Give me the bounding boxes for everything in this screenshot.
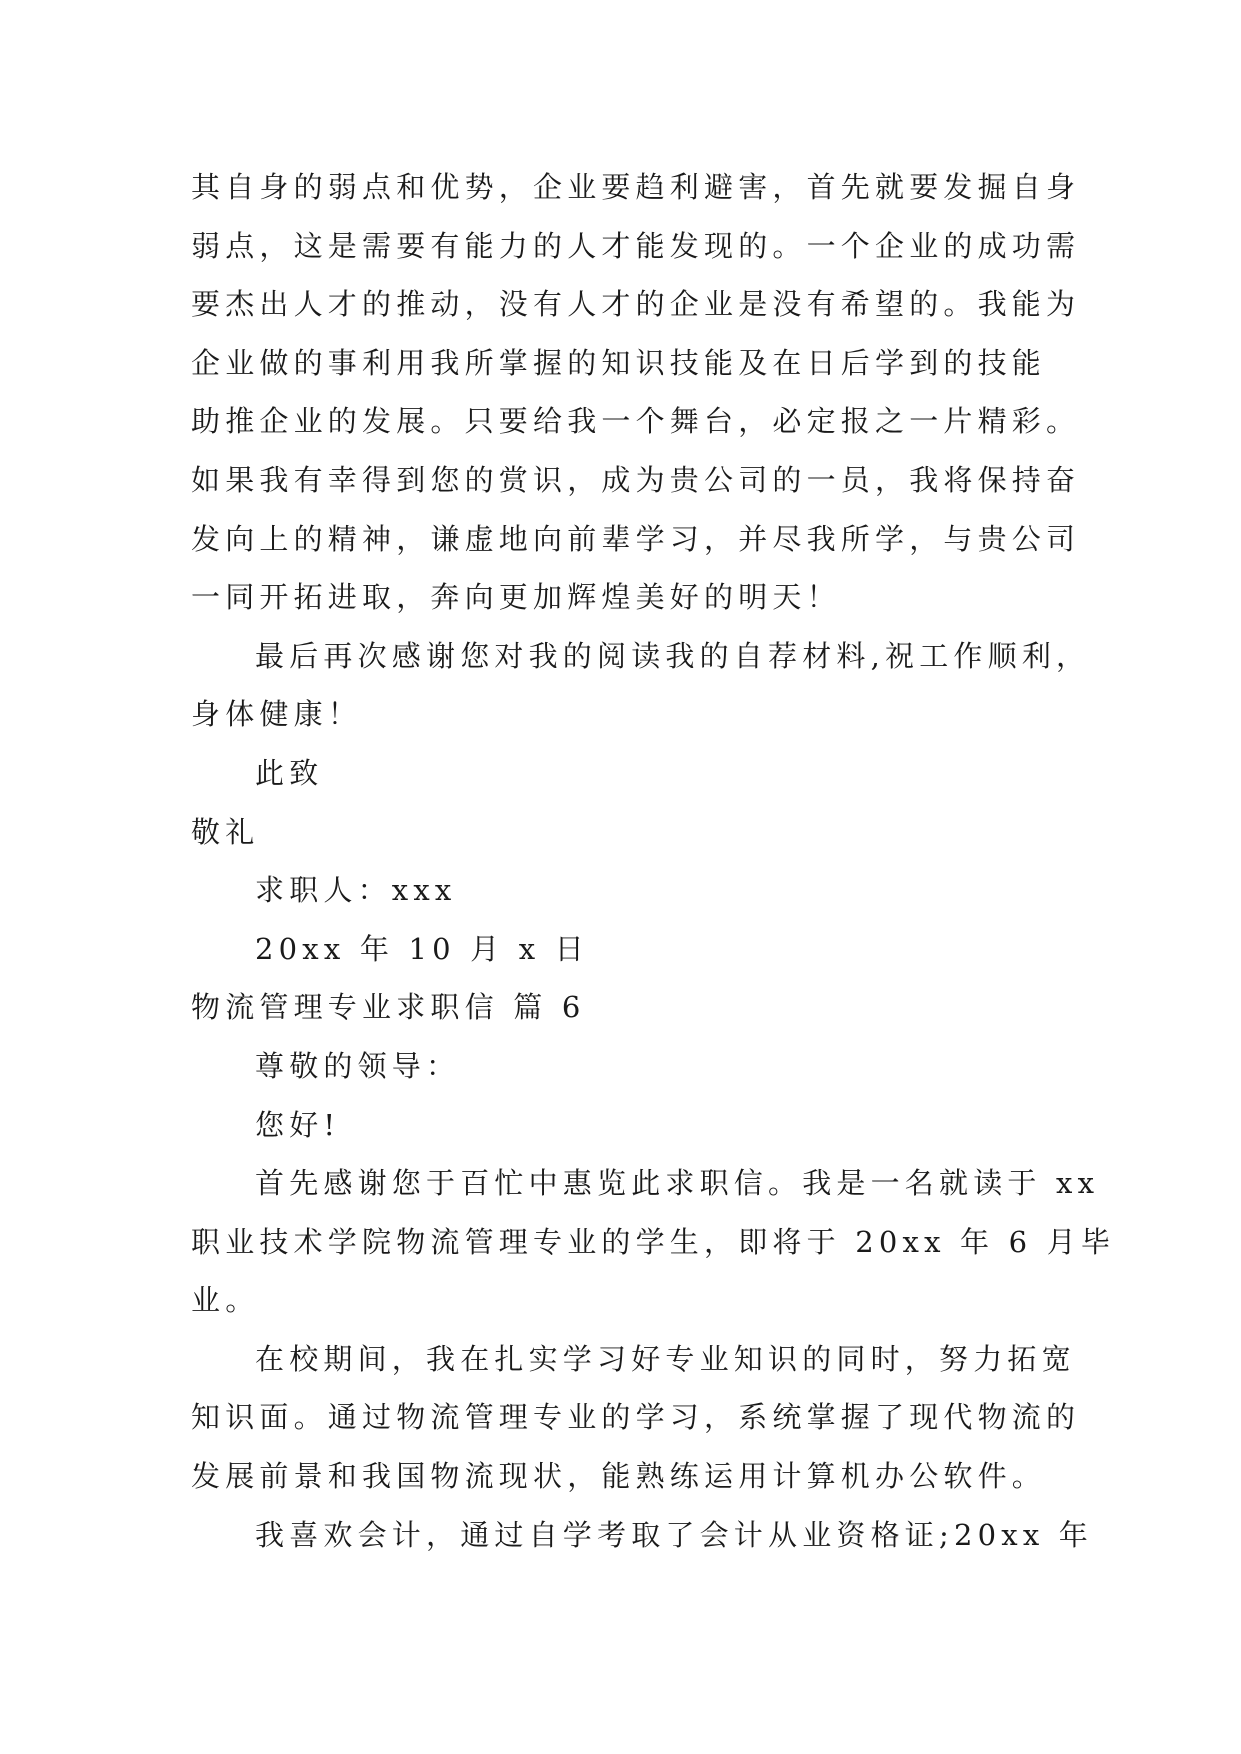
text-line: 物流管理专业求职信 篇 6 bbox=[191, 990, 586, 1025]
text-line: 求职人：xxx bbox=[255, 873, 457, 908]
text-line: 助推企业的发展。只要给我一个舞台，必定报之一片精彩。 bbox=[191, 404, 1081, 439]
document-body bbox=[191, 158, 1116, 1564]
text-line: 发展前景和我国物流现状，能熟练运用计算机办公软件。 bbox=[191, 1459, 1047, 1494]
text-line: 要杰出人才的推动，没有人才的企业是没有希望的。我能为 bbox=[191, 287, 1081, 322]
text-line: 20xx 年 10 月 x 日 bbox=[255, 931, 589, 966]
text-line: 身体健康！ bbox=[191, 697, 363, 732]
text-line: 尊敬的领导： bbox=[255, 1048, 461, 1083]
text-line: 如果我有幸得到您的赏识，成为贵公司的一员，我将保持奋 bbox=[191, 462, 1081, 497]
text-line: 您好! bbox=[255, 1107, 341, 1142]
text-line: 职业技术学院物流管理专业的学生，即将于 20xx 年 6 月毕 bbox=[191, 1224, 1116, 1259]
text-line: 企业做的事利用我所掌握的知识技能及在日后学到的技能 bbox=[191, 345, 1047, 380]
text-line: 在校期间，我在扎实学习好专业知识的同时，努力拓宽 bbox=[255, 1341, 1076, 1376]
text-line: 其自身的弱点和优势，企业要趋利避害，首先就要发掘自身 bbox=[191, 170, 1081, 204]
text-line: 一同开拓进取，奔向更加辉煌美好的明天！ bbox=[191, 580, 841, 615]
text-line: 业。 bbox=[191, 1283, 260, 1318]
text-line: 敬礼 bbox=[191, 814, 260, 849]
text-line: 此致 bbox=[255, 755, 324, 790]
text-line: 弱点，这是需要有能力的人才能发现的。一个企业的成功需 bbox=[191, 228, 1081, 263]
text-line: 发向上的精神，谦虚地向前辈学习，并尽我所学，与贵公司 bbox=[191, 521, 1081, 556]
text-line: 最后再次感谢您对我的阅读我的自荐材料,祝工作顺利， bbox=[255, 638, 1091, 673]
text-line: 我喜欢会计，通过自学考取了会计从业资格证;20xx 年 bbox=[255, 1517, 1094, 1552]
text-line: 知识面。通过物流管理专业的学习，系统掌握了现代物流的 bbox=[191, 1400, 1081, 1435]
text-line: 首先感谢您于百忙中惠览此求职信。我是一名就读于 xx bbox=[255, 1166, 1100, 1201]
